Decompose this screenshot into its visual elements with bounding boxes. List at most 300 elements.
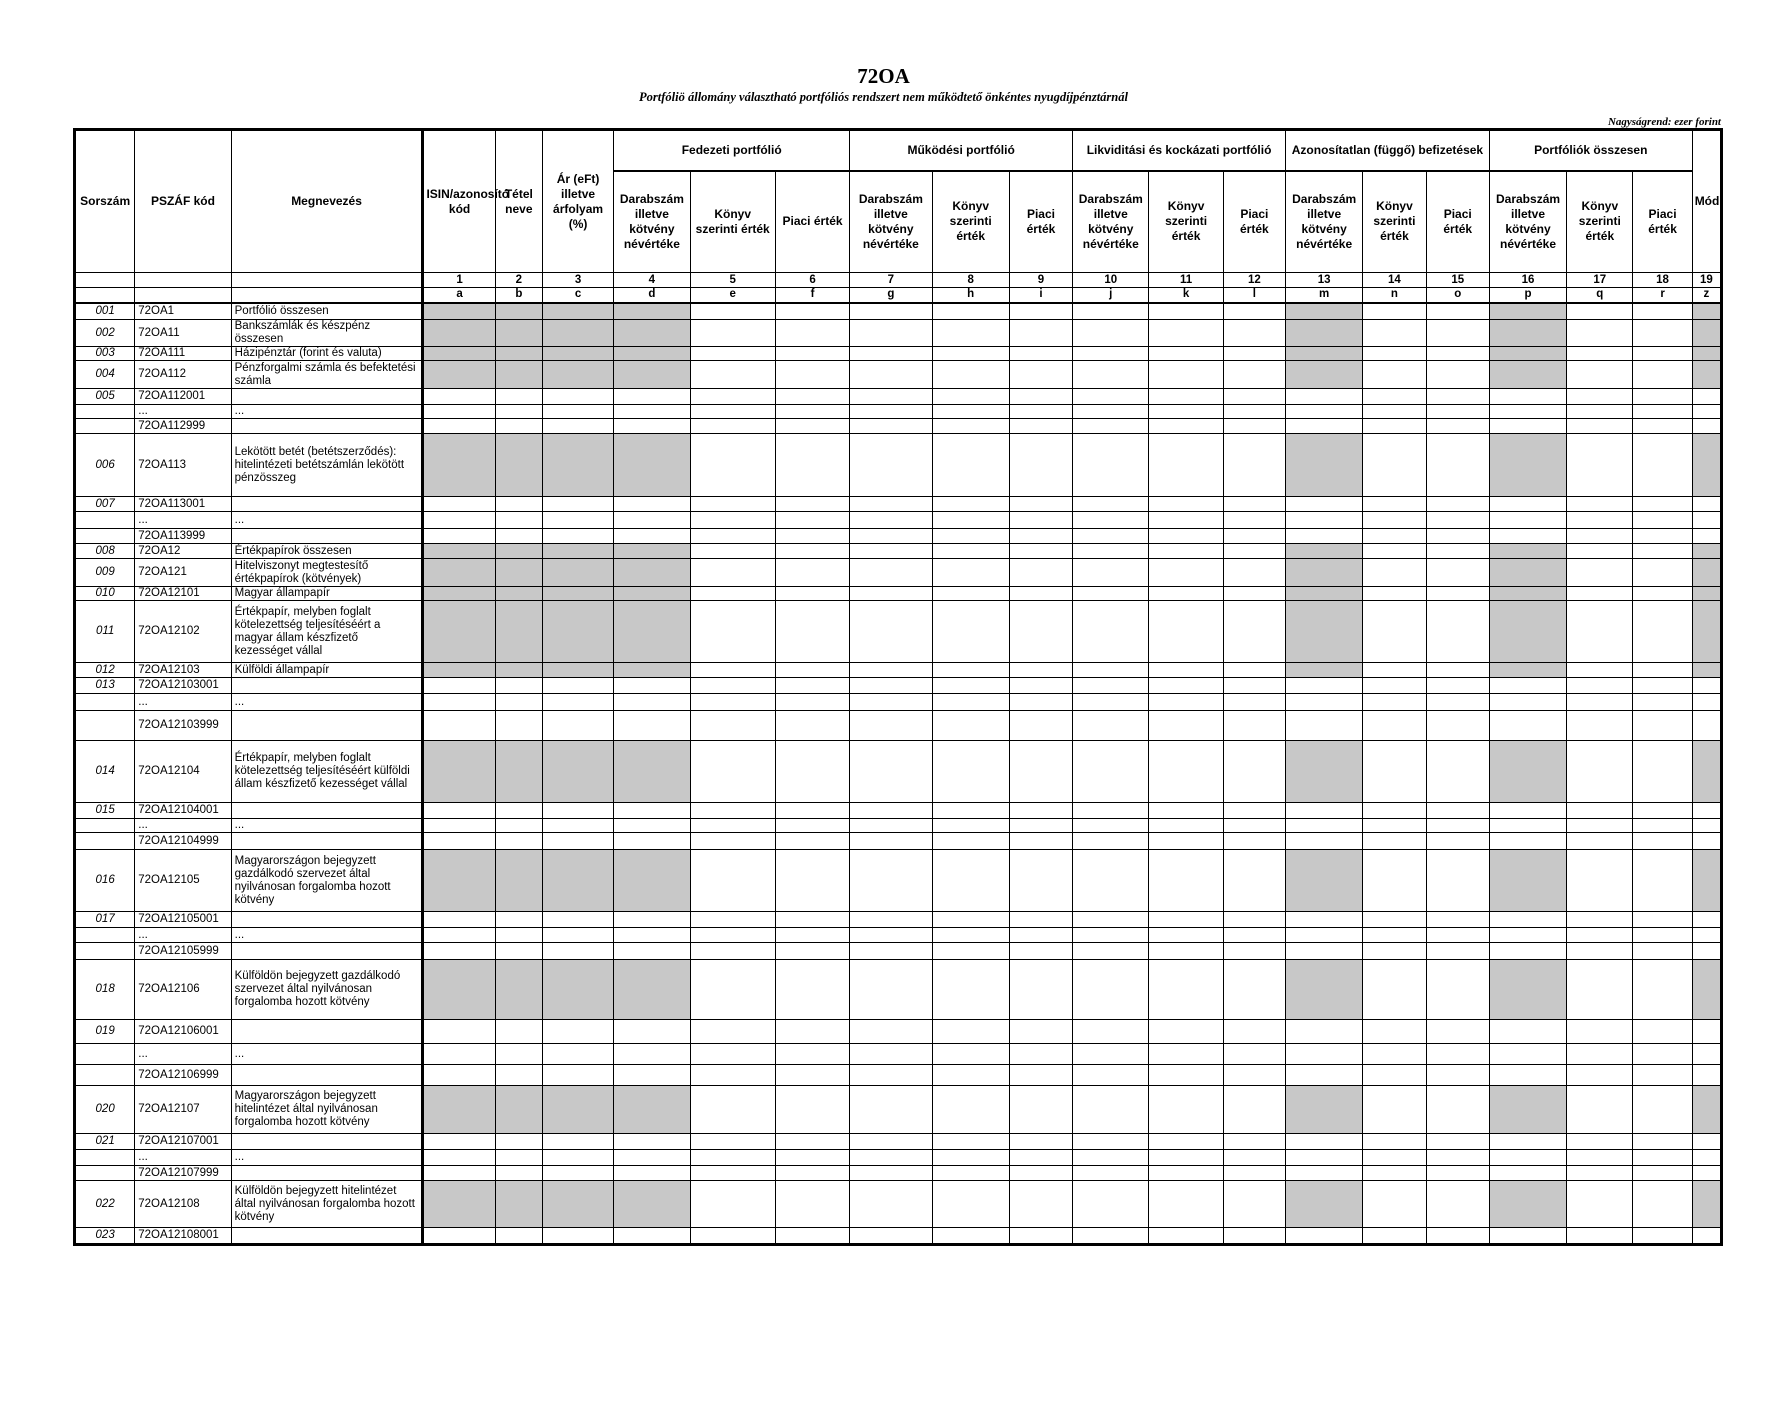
data-entry-cell[interactable] [850, 678, 932, 694]
data-entry-cell[interactable] [423, 1044, 495, 1065]
data-entry-cell[interactable] [423, 389, 495, 405]
data-entry-cell[interactable] [850, 347, 932, 361]
data-entry-cell[interactable] [1363, 741, 1426, 803]
data-entry-cell[interactable] [1223, 361, 1285, 389]
data-entry-cell[interactable] [614, 1150, 690, 1166]
data-entry-cell[interactable] [1567, 819, 1633, 833]
data-entry-cell[interactable] [1633, 960, 1692, 1020]
data-entry-cell[interactable] [1223, 587, 1285, 601]
data-entry-cell[interactable] [1009, 1134, 1072, 1150]
data-entry-cell[interactable] [1009, 559, 1072, 587]
data-entry-cell[interactable] [690, 529, 775, 544]
data-entry-cell[interactable] [775, 347, 849, 361]
data-entry-cell[interactable] [1363, 1086, 1426, 1134]
data-entry-cell[interactable] [1426, 741, 1489, 803]
data-entry-cell[interactable] [1567, 943, 1633, 960]
data-entry-cell[interactable] [1073, 960, 1149, 1020]
data-entry-cell[interactable] [775, 544, 849, 559]
data-entry-cell[interactable] [1223, 544, 1285, 559]
data-entry-cell[interactable] [1633, 1150, 1692, 1166]
data-entry-cell[interactable] [1149, 601, 1223, 663]
data-entry-cell[interactable] [1363, 419, 1426, 434]
data-entry-cell[interactable] [775, 819, 849, 833]
data-entry-cell[interactable] [1149, 1065, 1223, 1086]
data-entry-cell[interactable] [1223, 434, 1285, 497]
data-entry-cell[interactable] [1223, 1228, 1285, 1245]
data-entry-cell[interactable] [1149, 741, 1223, 803]
data-entry-cell[interactable] [1426, 694, 1489, 711]
data-entry-cell[interactable] [542, 833, 613, 850]
data-entry-cell[interactable] [932, 1044, 1009, 1065]
data-entry-cell[interactable] [1073, 694, 1149, 711]
data-entry-cell[interactable] [1009, 943, 1072, 960]
data-entry-cell[interactable] [423, 497, 495, 512]
data-entry-cell[interactable] [1489, 694, 1566, 711]
data-entry-cell[interactable] [1285, 1166, 1362, 1181]
data-entry-cell[interactable] [775, 1228, 849, 1245]
data-entry-cell[interactable] [690, 1044, 775, 1065]
data-entry-cell[interactable] [850, 960, 932, 1020]
data-entry-cell[interactable] [423, 529, 495, 544]
data-entry-cell[interactable] [932, 361, 1009, 389]
data-entry-cell[interactable] [1285, 1134, 1362, 1150]
data-entry-cell[interactable] [1149, 943, 1223, 960]
data-entry-cell[interactable] [1363, 320, 1426, 347]
data-entry-cell[interactable] [542, 419, 613, 434]
data-entry-cell[interactable] [1285, 711, 1362, 741]
data-entry-cell[interactable] [775, 1086, 849, 1134]
data-entry-cell[interactable] [1285, 803, 1362, 819]
data-entry-cell[interactable] [690, 320, 775, 347]
data-entry-cell[interactable] [1633, 361, 1692, 389]
data-entry-cell[interactable] [1285, 1044, 1362, 1065]
data-entry-cell[interactable] [1567, 663, 1633, 678]
data-entry-cell[interactable] [1073, 833, 1149, 850]
data-entry-cell[interactable] [1149, 1228, 1223, 1245]
data-entry-cell[interactable] [932, 1228, 1009, 1245]
data-entry-cell[interactable] [495, 711, 542, 741]
data-entry-cell[interactable] [1149, 819, 1223, 833]
data-entry-cell[interactable] [1692, 1166, 1721, 1181]
data-entry-cell[interactable] [1567, 389, 1633, 405]
data-entry-cell[interactable] [775, 1181, 849, 1228]
data-entry-cell[interactable] [1692, 405, 1721, 419]
data-entry-cell[interactable] [542, 1228, 613, 1245]
data-entry-cell[interactable] [1363, 960, 1426, 1020]
data-entry-cell[interactable] [1692, 833, 1721, 850]
data-entry-cell[interactable] [1149, 678, 1223, 694]
data-entry-cell[interactable] [690, 544, 775, 559]
data-entry-cell[interactable] [1363, 1181, 1426, 1228]
data-entry-cell[interactable] [1489, 912, 1566, 928]
data-entry-cell[interactable] [1149, 303, 1223, 320]
data-entry-cell[interactable] [423, 711, 495, 741]
data-entry-cell[interactable] [1223, 850, 1285, 912]
data-entry-cell[interactable] [1633, 1166, 1692, 1181]
data-entry-cell[interactable] [1633, 694, 1692, 711]
data-entry-cell[interactable] [850, 544, 932, 559]
data-entry-cell[interactable] [1285, 405, 1362, 419]
data-entry-cell[interactable] [1426, 850, 1489, 912]
data-entry-cell[interactable] [1489, 497, 1566, 512]
data-entry-cell[interactable] [850, 741, 932, 803]
data-entry-cell[interactable] [1633, 601, 1692, 663]
data-entry-cell[interactable] [690, 694, 775, 711]
data-entry-cell[interactable] [850, 1228, 932, 1245]
data-entry-cell[interactable] [1363, 1020, 1426, 1044]
data-entry-cell[interactable] [690, 347, 775, 361]
data-entry-cell[interactable] [1633, 663, 1692, 678]
data-entry-cell[interactable] [1009, 347, 1072, 361]
data-entry-cell[interactable] [1285, 497, 1362, 512]
data-entry-cell[interactable] [1633, 434, 1692, 497]
data-entry-cell[interactable] [1426, 1044, 1489, 1065]
data-entry-cell[interactable] [1426, 587, 1489, 601]
data-entry-cell[interactable] [1073, 1065, 1149, 1086]
data-entry-cell[interactable] [1426, 1065, 1489, 1086]
data-entry-cell[interactable] [1073, 497, 1149, 512]
data-entry-cell[interactable] [775, 943, 849, 960]
data-entry-cell[interactable] [690, 1150, 775, 1166]
data-entry-cell[interactable] [690, 833, 775, 850]
data-entry-cell[interactable] [1426, 711, 1489, 741]
data-entry-cell[interactable] [1009, 833, 1072, 850]
data-entry-cell[interactable] [1633, 678, 1692, 694]
data-entry-cell[interactable] [1009, 529, 1072, 544]
data-entry-cell[interactable] [542, 529, 613, 544]
data-entry-cell[interactable] [495, 833, 542, 850]
data-entry-cell[interactable] [1363, 694, 1426, 711]
data-entry-cell[interactable] [1426, 833, 1489, 850]
data-entry-cell[interactable] [1223, 833, 1285, 850]
data-entry-cell[interactable] [690, 1181, 775, 1228]
data-entry-cell[interactable] [690, 601, 775, 663]
data-entry-cell[interactable] [1149, 1134, 1223, 1150]
data-entry-cell[interactable] [775, 1150, 849, 1166]
data-entry-cell[interactable] [495, 419, 542, 434]
data-entry-cell[interactable] [690, 419, 775, 434]
data-entry-cell[interactable] [850, 928, 932, 943]
data-entry-cell[interactable] [1223, 320, 1285, 347]
data-entry-cell[interactable] [495, 497, 542, 512]
data-entry-cell[interactable] [1073, 1134, 1149, 1150]
data-entry-cell[interactable] [614, 943, 690, 960]
data-entry-cell[interactable] [932, 928, 1009, 943]
data-entry-cell[interactable] [775, 928, 849, 943]
data-entry-cell[interactable] [1363, 819, 1426, 833]
data-entry-cell[interactable] [690, 497, 775, 512]
data-entry-cell[interactable] [614, 1065, 690, 1086]
data-entry-cell[interactable] [932, 405, 1009, 419]
data-entry-cell[interactable] [775, 497, 849, 512]
data-entry-cell[interactable] [542, 1150, 613, 1166]
data-entry-cell[interactable] [1009, 803, 1072, 819]
data-entry-cell[interactable] [1285, 419, 1362, 434]
data-entry-cell[interactable] [932, 833, 1009, 850]
data-entry-cell[interactable] [1633, 1134, 1692, 1150]
data-entry-cell[interactable] [1489, 1150, 1566, 1166]
data-entry-cell[interactable] [690, 303, 775, 320]
data-entry-cell[interactable] [1363, 361, 1426, 389]
data-entry-cell[interactable] [775, 1020, 849, 1044]
data-entry-cell[interactable] [423, 1065, 495, 1086]
data-entry-cell[interactable] [614, 819, 690, 833]
data-entry-cell[interactable] [1149, 512, 1223, 529]
data-entry-cell[interactable] [850, 803, 932, 819]
data-entry-cell[interactable] [775, 833, 849, 850]
data-entry-cell[interactable] [1285, 694, 1362, 711]
data-entry-cell[interactable] [495, 1020, 542, 1044]
data-entry-cell[interactable] [1692, 529, 1721, 544]
data-entry-cell[interactable] [850, 711, 932, 741]
data-entry-cell[interactable] [1633, 833, 1692, 850]
data-entry-cell[interactable] [1567, 544, 1633, 559]
data-entry-cell[interactable] [1692, 1150, 1721, 1166]
data-entry-cell[interactable] [1009, 1044, 1072, 1065]
data-entry-cell[interactable] [1223, 529, 1285, 544]
data-entry-cell[interactable] [1149, 529, 1223, 544]
data-entry-cell[interactable] [1363, 1166, 1426, 1181]
data-entry-cell[interactable] [1567, 1044, 1633, 1065]
data-entry-cell[interactable] [1009, 711, 1072, 741]
data-entry-cell[interactable] [1149, 694, 1223, 711]
data-entry-cell[interactable] [1426, 803, 1489, 819]
data-entry-cell[interactable] [1009, 320, 1072, 347]
data-entry-cell[interactable] [1633, 819, 1692, 833]
data-entry-cell[interactable] [690, 512, 775, 529]
data-entry-cell[interactable] [1223, 912, 1285, 928]
data-entry-cell[interactable] [690, 389, 775, 405]
data-entry-cell[interactable] [1363, 833, 1426, 850]
data-entry-cell[interactable] [1009, 601, 1072, 663]
data-entry-cell[interactable] [850, 320, 932, 347]
data-entry-cell[interactable] [1633, 389, 1692, 405]
data-entry-cell[interactable] [542, 1044, 613, 1065]
data-entry-cell[interactable] [1285, 943, 1362, 960]
data-entry-cell[interactable] [1285, 529, 1362, 544]
data-entry-cell[interactable] [542, 405, 613, 419]
data-entry-cell[interactable] [932, 529, 1009, 544]
data-entry-cell[interactable] [1223, 347, 1285, 361]
data-entry-cell[interactable] [850, 512, 932, 529]
data-entry-cell[interactable] [1363, 803, 1426, 819]
data-entry-cell[interactable] [614, 419, 690, 434]
data-entry-cell[interactable] [614, 694, 690, 711]
data-entry-cell[interactable] [423, 1150, 495, 1166]
data-entry-cell[interactable] [1363, 529, 1426, 544]
data-entry-cell[interactable] [1223, 711, 1285, 741]
data-entry-cell[interactable] [1363, 1044, 1426, 1065]
data-entry-cell[interactable] [614, 529, 690, 544]
data-entry-cell[interactable] [1426, 389, 1489, 405]
data-entry-cell[interactable] [495, 1134, 542, 1150]
data-entry-cell[interactable] [423, 928, 495, 943]
data-entry-cell[interactable] [1363, 850, 1426, 912]
data-entry-cell[interactable] [1223, 819, 1285, 833]
data-entry-cell[interactable] [1009, 419, 1072, 434]
data-entry-cell[interactable] [932, 434, 1009, 497]
data-entry-cell[interactable] [850, 833, 932, 850]
data-entry-cell[interactable] [1692, 819, 1721, 833]
data-entry-cell[interactable] [1363, 663, 1426, 678]
data-entry-cell[interactable] [1363, 943, 1426, 960]
data-entry-cell[interactable] [1692, 1065, 1721, 1086]
data-entry-cell[interactable] [1489, 1166, 1566, 1181]
data-entry-cell[interactable] [1285, 928, 1362, 943]
data-entry-cell[interactable] [775, 361, 849, 389]
data-entry-cell[interactable] [1009, 912, 1072, 928]
data-entry-cell[interactable] [775, 601, 849, 663]
data-entry-cell[interactable] [1692, 389, 1721, 405]
data-entry-cell[interactable] [850, 303, 932, 320]
data-entry-cell[interactable] [1692, 928, 1721, 943]
data-entry-cell[interactable] [614, 497, 690, 512]
data-entry-cell[interactable] [1633, 912, 1692, 928]
data-entry-cell[interactable] [1363, 544, 1426, 559]
data-entry-cell[interactable] [1009, 1086, 1072, 1134]
data-entry-cell[interactable] [495, 912, 542, 928]
data-entry-cell[interactable] [850, 587, 932, 601]
data-entry-cell[interactable] [1149, 419, 1223, 434]
data-entry-cell[interactable] [1633, 1065, 1692, 1086]
data-entry-cell[interactable] [850, 850, 932, 912]
data-entry-cell[interactable] [850, 1150, 932, 1166]
data-entry-cell[interactable] [423, 678, 495, 694]
data-entry-cell[interactable] [1692, 512, 1721, 529]
data-entry-cell[interactable] [1073, 819, 1149, 833]
data-entry-cell[interactable] [1567, 361, 1633, 389]
data-entry-cell[interactable] [932, 850, 1009, 912]
data-entry-cell[interactable] [1149, 912, 1223, 928]
data-entry-cell[interactable] [775, 694, 849, 711]
data-entry-cell[interactable] [1633, 928, 1692, 943]
data-entry-cell[interactable] [1073, 1166, 1149, 1181]
data-entry-cell[interactable] [495, 405, 542, 419]
data-entry-cell[interactable] [495, 1228, 542, 1245]
data-entry-cell[interactable] [690, 850, 775, 912]
data-entry-cell[interactable] [495, 1150, 542, 1166]
data-entry-cell[interactable] [1633, 741, 1692, 803]
data-entry-cell[interactable] [495, 529, 542, 544]
data-entry-cell[interactable] [1149, 1181, 1223, 1228]
data-entry-cell[interactable] [690, 663, 775, 678]
data-entry-cell[interactable] [1692, 1044, 1721, 1065]
data-entry-cell[interactable] [495, 1166, 542, 1181]
data-entry-cell[interactable] [1489, 711, 1566, 741]
data-entry-cell[interactable] [932, 819, 1009, 833]
data-entry-cell[interactable] [1633, 587, 1692, 601]
data-entry-cell[interactable] [1633, 1228, 1692, 1245]
data-entry-cell[interactable] [932, 497, 1009, 512]
data-entry-cell[interactable] [932, 601, 1009, 663]
data-entry-cell[interactable] [775, 320, 849, 347]
data-entry-cell[interactable] [932, 419, 1009, 434]
data-entry-cell[interactable] [932, 1086, 1009, 1134]
data-entry-cell[interactable] [1567, 559, 1633, 587]
data-entry-cell[interactable] [1223, 497, 1285, 512]
data-entry-cell[interactable] [1567, 512, 1633, 529]
data-entry-cell[interactable] [1567, 912, 1633, 928]
data-entry-cell[interactable] [1009, 819, 1072, 833]
data-entry-cell[interactable] [1073, 529, 1149, 544]
data-entry-cell[interactable] [1149, 960, 1223, 1020]
data-entry-cell[interactable] [1567, 1020, 1633, 1044]
data-entry-cell[interactable] [1426, 544, 1489, 559]
data-entry-cell[interactable] [1633, 320, 1692, 347]
data-entry-cell[interactable] [1567, 1150, 1633, 1166]
data-entry-cell[interactable] [495, 819, 542, 833]
data-entry-cell[interactable] [775, 434, 849, 497]
data-entry-cell[interactable] [1567, 1134, 1633, 1150]
data-entry-cell[interactable] [1633, 803, 1692, 819]
data-entry-cell[interactable] [1285, 1228, 1362, 1245]
data-entry-cell[interactable] [1009, 1150, 1072, 1166]
data-entry-cell[interactable] [1426, 405, 1489, 419]
data-entry-cell[interactable] [1567, 928, 1633, 943]
data-entry-cell[interactable] [423, 694, 495, 711]
data-entry-cell[interactable] [690, 960, 775, 1020]
data-entry-cell[interactable] [1149, 928, 1223, 943]
data-entry-cell[interactable] [1285, 1020, 1362, 1044]
data-entry-cell[interactable] [495, 512, 542, 529]
data-entry-cell[interactable] [1633, 850, 1692, 912]
data-entry-cell[interactable] [1073, 361, 1149, 389]
data-entry-cell[interactable] [1426, 1181, 1489, 1228]
data-entry-cell[interactable] [850, 434, 932, 497]
data-entry-cell[interactable] [690, 559, 775, 587]
data-entry-cell[interactable] [690, 434, 775, 497]
data-entry-cell[interactable] [495, 1065, 542, 1086]
data-entry-cell[interactable] [1489, 943, 1566, 960]
data-entry-cell[interactable] [614, 928, 690, 943]
data-entry-cell[interactable] [1363, 434, 1426, 497]
data-entry-cell[interactable] [423, 512, 495, 529]
data-entry-cell[interactable] [614, 833, 690, 850]
data-entry-cell[interactable] [1363, 587, 1426, 601]
data-entry-cell[interactable] [1426, 1020, 1489, 1044]
data-entry-cell[interactable] [1363, 928, 1426, 943]
data-entry-cell[interactable] [775, 303, 849, 320]
data-entry-cell[interactable] [1363, 497, 1426, 512]
data-entry-cell[interactable] [1633, 347, 1692, 361]
data-entry-cell[interactable] [1009, 1065, 1072, 1086]
data-entry-cell[interactable] [1633, 405, 1692, 419]
data-entry-cell[interactable] [1363, 601, 1426, 663]
data-entry-cell[interactable] [1489, 529, 1566, 544]
data-entry-cell[interactable] [775, 1044, 849, 1065]
data-entry-cell[interactable] [1426, 663, 1489, 678]
data-entry-cell[interactable] [1149, 320, 1223, 347]
data-entry-cell[interactable] [1426, 303, 1489, 320]
data-entry-cell[interactable] [775, 711, 849, 741]
data-entry-cell[interactable] [614, 1228, 690, 1245]
data-entry-cell[interactable] [1223, 389, 1285, 405]
data-entry-cell[interactable] [614, 512, 690, 529]
data-entry-cell[interactable] [1567, 1086, 1633, 1134]
data-entry-cell[interactable] [1223, 1044, 1285, 1065]
data-entry-cell[interactable] [850, 601, 932, 663]
data-entry-cell[interactable] [1489, 803, 1566, 819]
data-entry-cell[interactable] [850, 529, 932, 544]
data-entry-cell[interactable] [1489, 1020, 1566, 1044]
data-entry-cell[interactable] [690, 1020, 775, 1044]
data-entry-cell[interactable] [775, 1065, 849, 1086]
data-entry-cell[interactable] [1426, 1150, 1489, 1166]
data-entry-cell[interactable] [1567, 1166, 1633, 1181]
data-entry-cell[interactable] [1149, 833, 1223, 850]
data-entry-cell[interactable] [614, 1134, 690, 1150]
data-entry-cell[interactable] [542, 928, 613, 943]
